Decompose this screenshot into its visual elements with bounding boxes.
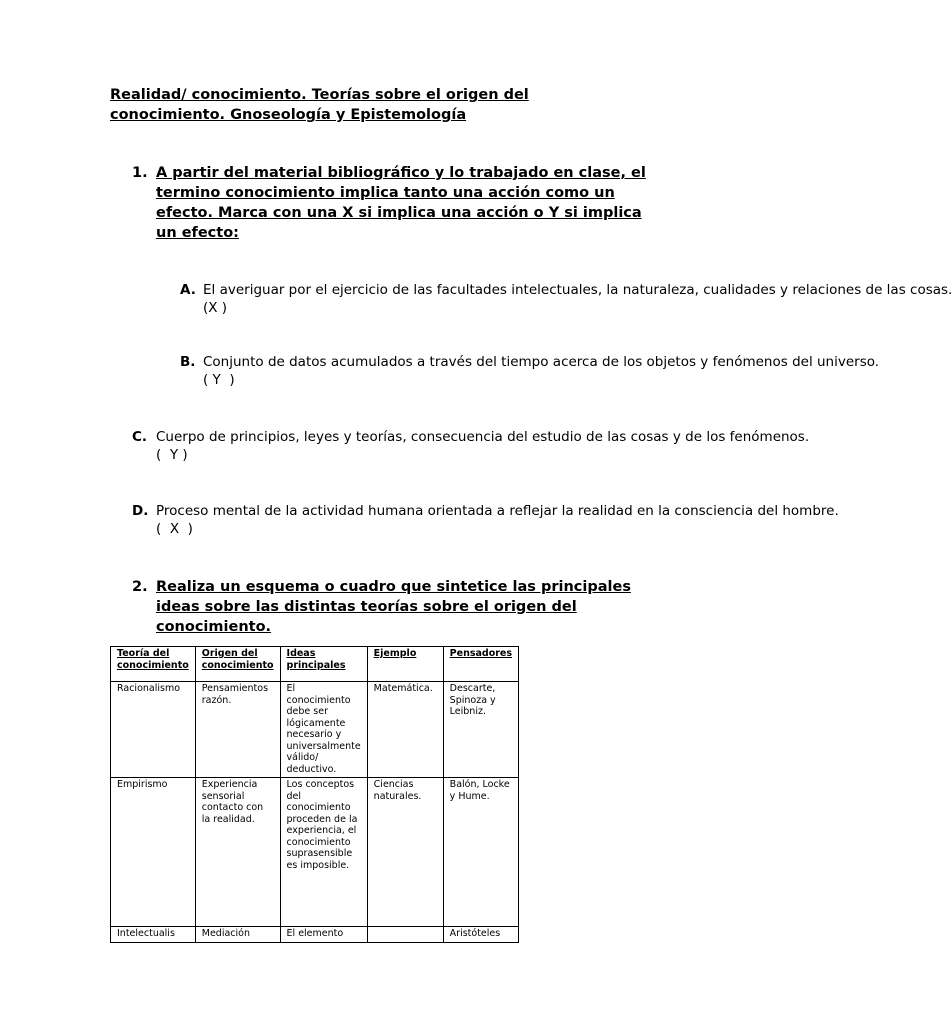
question-2-number: 2. bbox=[132, 579, 148, 595]
table-cell: Empirismo bbox=[111, 778, 196, 927]
header-origen: Origen del conocimiento bbox=[195, 647, 280, 682]
table-cell: Pensamientos razón. bbox=[195, 682, 280, 778]
option-a-answer: (X ) bbox=[203, 300, 228, 316]
table-cell: Descarte, Spinoza y Leibniz. bbox=[443, 682, 518, 778]
option-a bbox=[203, 281, 952, 317]
option-d-letter: D. bbox=[132, 503, 149, 519]
question-1-number: 1. bbox=[132, 165, 148, 181]
option-b-answer: ( Y ) bbox=[203, 372, 235, 388]
option-c-text: Cuerpo de principios, leyes y teorías, consecuencia del estudio de las cosas y de los fenómenos. bbox=[156, 429, 810, 445]
document-title: Realidad/ conocimiento. Teorías sobre el origen del conocimiento. Gnoseología y Epistemología bbox=[110, 87, 529, 123]
table-cell: Los conceptos del conocimiento proceden de la experiencia, el conocimiento suprasensible es imposible. bbox=[280, 778, 367, 927]
table-cell bbox=[367, 927, 443, 943]
header-ejemplo: Ejemplo bbox=[367, 647, 443, 682]
question-1-text: A partir del material bibliográfico y lo trabajado en clase, el termino conocimiento implica tanto una acción como un efecto. Marca con una X si implica una acción o Y si implica un efecto: bbox=[156, 165, 646, 241]
table-row bbox=[111, 682, 519, 778]
option-d bbox=[156, 502, 839, 538]
option-d-text: Proceso mental de la actividad humana orientada a reflejar la realidad en la consciencia del hombre. bbox=[156, 503, 839, 519]
question-2-text: Realiza un esquema o cuadro que sintetice las principales ideas sobre las distintas teorías sobre el origen del conocimiento. bbox=[156, 579, 631, 635]
option-b-text: Conjunto de datos acumulados a través del tiempo acerca de los objetos y fenómenos del universo. bbox=[203, 354, 880, 370]
option-c bbox=[156, 428, 810, 464]
table-cell: Mediación bbox=[195, 927, 280, 943]
option-c-letter: C. bbox=[132, 429, 148, 445]
table-cell: El elemento bbox=[280, 927, 367, 943]
table-cell: Matemática. bbox=[367, 682, 443, 778]
table-row bbox=[111, 778, 519, 927]
table-cell: Intelectualis bbox=[111, 927, 196, 943]
option-b-letter: B. bbox=[180, 354, 196, 370]
table-header-row bbox=[111, 647, 519, 682]
table-cell: Experiencia sensorial contacto con la realidad. bbox=[195, 778, 280, 927]
table-cell: El conocimiento debe ser lógicamente necesario y universalmente válido/ deductivo. bbox=[280, 682, 367, 778]
option-d-answer: ( X ) bbox=[156, 521, 193, 537]
table-cell: Balón, Locke y Hume. bbox=[443, 778, 518, 927]
header-pensadores: Pensadores bbox=[443, 647, 518, 682]
theories-table bbox=[110, 646, 519, 943]
table-cell: Aristóteles bbox=[443, 927, 518, 943]
table-cell: Ciencias naturales. bbox=[367, 778, 443, 927]
header-teoria: Teoría del conocimiento bbox=[111, 647, 196, 682]
option-c-answer: ( Y ) bbox=[156, 447, 188, 463]
option-a-letter: A. bbox=[180, 282, 196, 298]
table-cell: Racionalismo bbox=[111, 682, 196, 778]
table-row bbox=[111, 927, 519, 943]
option-a-text: El averiguar por el ejercicio de las facultades intelectuales, la naturaleza, cualidades y relaciones de las cosas. bbox=[203, 282, 952, 298]
header-ideas: Ideas principales bbox=[280, 647, 367, 682]
option-b bbox=[203, 353, 880, 389]
